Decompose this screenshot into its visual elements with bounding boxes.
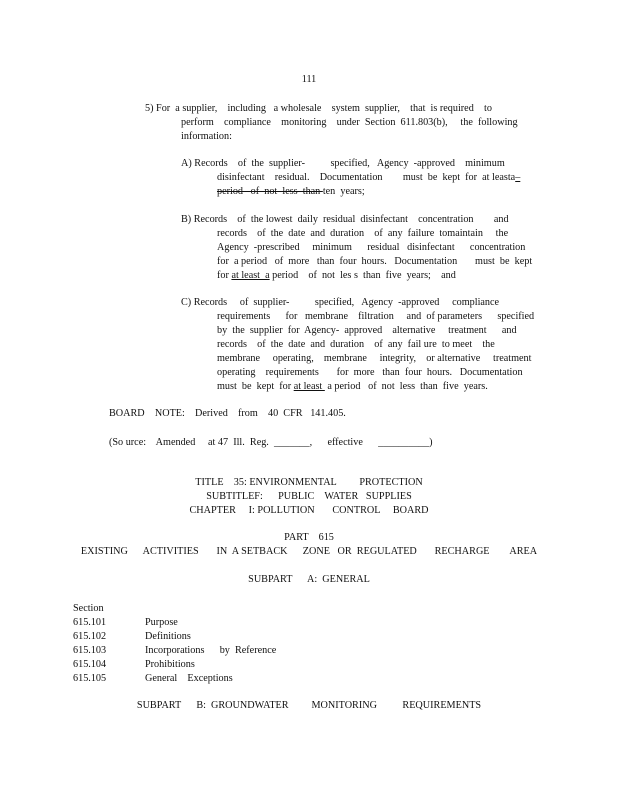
section-label: Section (73, 603, 104, 614)
item-c-line-2: requirements for membrane filtration and of parameters specified (217, 311, 535, 322)
item-c-line-1: C) Records of supplier- specified, Agency -approved compliance (181, 297, 500, 308)
item-b-line-5: for at least a period of not les s than five years; and (217, 270, 456, 281)
subpart-a-heading: SUBPART A: GENERAL (248, 574, 370, 585)
section-title: Purpose (145, 617, 178, 628)
section-title: Incorporations by Reference (145, 645, 277, 656)
page-number: 111 (301, 74, 317, 85)
part-heading: PART 615 (284, 532, 334, 543)
inserted-text: at least (293, 381, 325, 392)
item-b-line-3: Agency -prescribed minimum residual disinfectant concentration (217, 242, 526, 253)
section-title: General Exceptions (145, 673, 233, 684)
item-a-line-3: period of not less than ten years; (217, 186, 365, 197)
blank-date: __________ (378, 437, 430, 448)
title-heading: TITLE 35: ENVIRONMENTAL PROTECTION (195, 477, 423, 488)
item-a-line-2: disinfectant residual. Documentation must be kept for at leasta– (217, 172, 521, 183)
item-a-line-1: A) Records of the supplier- specified, Agency -approved minimum (181, 158, 505, 169)
section-number: 615.101 (73, 617, 107, 628)
inserted-text: – (515, 172, 521, 183)
item-5-line-2: perform compliance monitoring under Section 611.803(b), the following (181, 117, 518, 128)
section-title: Definitions (145, 631, 191, 642)
struck-text: period of not less than (217, 186, 323, 197)
section-number: 615.103 (73, 645, 107, 656)
blank-volume: _______ (273, 437, 310, 448)
section-number: 615.104 (73, 659, 107, 670)
subpart-b-heading: SUBPART B: GROUNDWATER MONITORING REQUIREMENTS (136, 700, 482, 711)
item-5-line-1: 5) For a supplier, including a wholesale system supplier, that is required to (145, 103, 492, 114)
item-c-line-5: membrane operating, membrane integrity, or alternative treatment (217, 353, 532, 364)
item-b-line-4: for a period of more than four hours. Documentation must be kept (217, 256, 533, 267)
section-title: Prohibitions (145, 659, 195, 670)
item-c-line-7: must be kept for at least a period of not less than five years. (217, 381, 488, 392)
section-number: 615.105 (73, 673, 107, 684)
part-title: EXISTING ACTIVITIES IN A SETBACK ZONE OR REGULATED RECHARGE AREA (80, 546, 538, 557)
item-c-line-3: by the supplier for Agency- approved alternative treatment and (217, 325, 517, 336)
item-b-line-1: B) Records of the lowest daily residual disinfectant concentration and (181, 214, 509, 225)
section-number: 615.102 (73, 631, 107, 642)
subtitle-heading: SUBTITLEF: PUBLIC WATER SUPPLIES (206, 491, 412, 502)
chapter-heading: CHAPTER I: POLLUTION CONTROL BOARD (189, 505, 429, 516)
item-c-line-4: records of the date and duration of any fail ure to meet the (217, 339, 495, 350)
item-b-line-2: records of the date and duration of any failure tomaintain the (217, 228, 509, 239)
item-5-line-3: information: (181, 131, 232, 142)
item-c-line-6: operating requirements for more than four hours. Documentation (217, 367, 523, 378)
source-note: (So urce: Amended at 47 Ill. Reg. _______, effective __________) (109, 437, 433, 448)
board-note: BOARD NOTE: Derived from 40 CFR 141.405. (109, 408, 346, 419)
inserted-text: at least a (231, 270, 270, 281)
